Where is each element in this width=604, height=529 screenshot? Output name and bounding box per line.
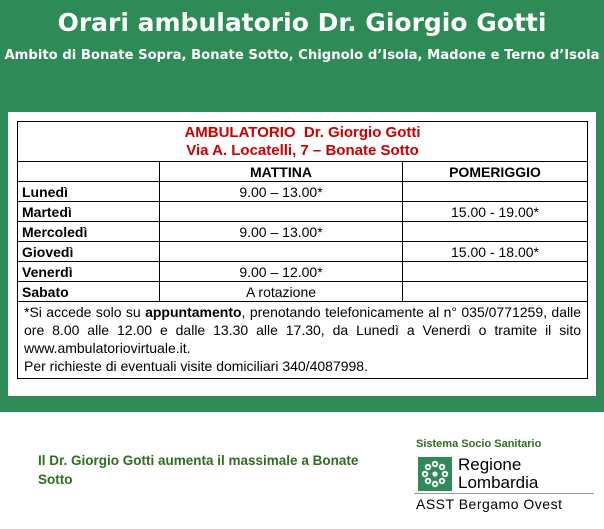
note-rest: , prenotando telefonicamente al n° 035/0771259, dalle ore 8.00 alle 12.00 e dalle 13.30 alle 17.30, da Lunedì a Venerdì o tramite il sito www.ambulatoriovirtuale.it. — [24, 304, 581, 356]
note-prefix: *Si accede solo su — [24, 304, 146, 320]
column-header-morning: MATTINA — [160, 162, 403, 182]
schedule-table — [17, 121, 588, 379]
logo-bottom-text: ASST Bergamo Ovest — [416, 496, 563, 512]
clinic-header — [18, 122, 588, 162]
page-subtitle: Ambito di Bonate Sopra, Bonate Sotto, Chignolo d’Isola, Madone e Terno d’Isola — [4, 48, 600, 63]
table-row — [18, 182, 588, 202]
afternoon-cell — [403, 222, 588, 242]
header-empty-cell — [18, 162, 160, 182]
afternoon-cell: 15.00 - 18.00* — [403, 242, 588, 262]
afternoon-cell — [403, 182, 588, 202]
regione-lombardia-logo — [414, 438, 594, 518]
page-title: Orari ambulatorio Dr. Giorgio Gotti — [57, 8, 547, 37]
afternoon-cell — [403, 262, 588, 282]
table-row — [18, 262, 588, 282]
afternoon-cell — [403, 282, 588, 302]
appointment-note — [18, 302, 588, 379]
morning-cell: 9.00 – 13.00* — [160, 182, 403, 202]
lombardy-rose-icon — [418, 457, 452, 491]
day-cell: Mercoledì — [18, 222, 160, 242]
day-cell: Martedì — [18, 202, 160, 222]
day-cell: Sabato — [18, 282, 160, 302]
morning-cell: 9.00 – 13.00* — [160, 222, 403, 242]
column-header-afternoon: POMERIGGIO — [403, 162, 588, 182]
logo-name — [458, 456, 538, 492]
morning-cell: 9.00 – 12.00* — [160, 262, 403, 282]
logo-name-line2: Lombardia — [458, 473, 539, 492]
clinic-name: AMBULATORIO Dr. Giorgio Gotti — [184, 124, 421, 141]
logo-name-line1: Regione — [458, 455, 522, 474]
logo-divider — [414, 493, 594, 494]
morning-cell — [160, 242, 403, 262]
day-cell: Giovedì — [18, 242, 160, 262]
note-bold: appuntamento — [145, 304, 242, 320]
day-cell: Lunedì — [18, 182, 160, 202]
clinic-address: Via A. Locatelli, 7 – Bonate Sotto — [186, 142, 419, 159]
afternoon-cell: 15.00 - 19.00* — [403, 202, 588, 222]
schedule-card — [8, 112, 596, 396]
home-visit-note: Per richieste di eventuali visite domiciliari 340/4087998. — [24, 358, 368, 374]
logo-top-text: Sistema Socio Sanitario — [416, 438, 542, 450]
day-cell: Venerdì — [18, 262, 160, 282]
footer-caption: Il Dr. Giorgio Gotti aumenta il massimale a Bonate Sotto — [38, 453, 359, 487]
table-row — [18, 222, 588, 242]
table-row — [18, 282, 588, 302]
morning-cell — [160, 202, 403, 222]
table-row — [18, 202, 588, 222]
table-row — [18, 242, 588, 262]
morning-cell: A rotazione — [160, 282, 403, 302]
